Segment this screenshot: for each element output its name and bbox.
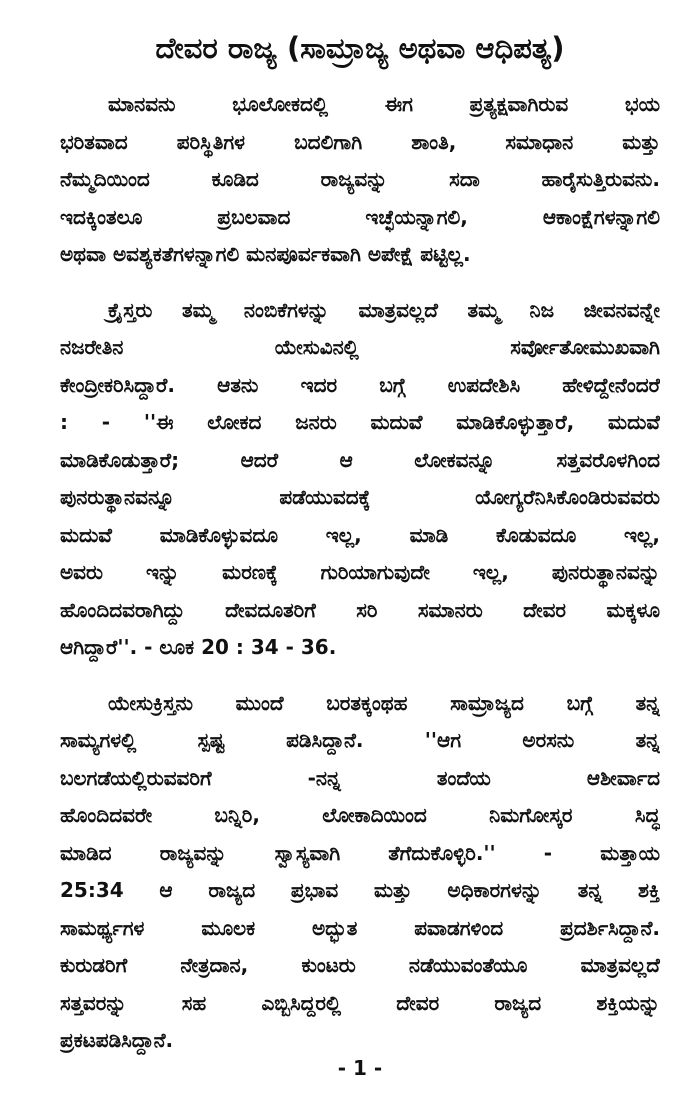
text-line: ನಜರೇತಿನ ಯೇಸುವಿನಲ್ಲಿ ಸರ್ವೋತೋಮುಖವಾಗಿ — [60, 335, 660, 359]
text-line: ಅವರು ಇನ್ನು ಮರಣಕ್ಕೆ ಗುರಿಯಾಗುವುದೇ ಇಲ್ಲ, ಪುನರುತ್ಥಾನವನ್ನು — [60, 560, 660, 584]
text-line: ಕ್ರೈಸ್ತರು ತಮ್ಮ ನಂಬಿಕೆಗಳನ್ನು ಮಾತ್ರವಲ್ಲದೆ ತಮ್ಮ ನಿಜ ಜೀವನವನ್ನೇ — [108, 297, 660, 322]
text-line: ಹೊಂದಿದವರೇ ಬನ್ನಿರಿ, ಲೋಕಾದಿಯಿಂದ ನಿಮಗೋಸ್ಕರ ಸಿದ್ಧ — [60, 803, 660, 827]
text-line: ಮದುವೆ ಮಾಡಿಕೊಳ್ಳುವದೂ ಇಲ್ಲ, ಮಾಡಿ ಕೊಡುವದೂ ಇಲ್ಲ, — [60, 522, 660, 547]
text-line: ಬಲಗಡೆಯಲ್ಲಿರುವವರಿಗೆ -ನನ್ನ ತಂದೆಯ ಆಶೀರ್ವಾದ — [60, 765, 660, 790]
text-line: : - ''ಈ ಲೋಕದ ಜನರು ಮದುವೆ ಮಾಡಿಕೊಳ್ಳುತ್ತಾರೆ, ಮದುವೆ — [60, 410, 660, 434]
page-title: ದೇವರ ರಾಜ್ಯ (ಸಾಮ್ರಾಜ್ಯ ಅಥವಾ ಆಧಿಪತ್ಯ) — [155, 31, 565, 65]
text-line: ಮಾಡಿದ ರಾಜ್ಯವನ್ನು ಸ್ವಾಸ್ಯವಾಗಿ ತೆಗೆದುಕೊಳ್ಳಿರಿ.'' - ಮತ್ತಾಯ — [60, 840, 660, 865]
text-line: ಕುರುಡರಿಗೆ ನೇತ್ರದಾನ, ಕುಂಟರು ನಡೆಯುವಂತೆಯೂ ಮಾತ್ರವಲ್ಲದೆ — [60, 953, 660, 977]
text-line: 25:34 ಆ ರಾಜ್ಯದ ಪ್ರಭಾವ ಮತ್ತು ಅಧಿಕಾರಗಳನ್ನು ತನ್ನ ಶಕ್ತಿ — [60, 878, 660, 902]
text-line: ಮಾಡಿಕೊಡುತ್ತಾರೆ; ಆದರೆ ಆ ಲೋಕವನ್ನೂ ಸತ್ತವರೊಳಗಿಂದ — [60, 447, 660, 472]
text-line: ಸಾಮರ್ಥ್ಯಗಳ ಮೂಲಕ ಅದ್ಭುತ ಪವಾಡಗಳಿಂದ ಪ್ರದರ್ಶಿಸಿದ್ದಾನೆ. — [60, 915, 660, 940]
text-line: ಪ್ರಕಟಪಡಿಸಿದ್ದಾನೆ. — [60, 1028, 174, 1052]
page-number: - 1 - — [337, 1056, 383, 1080]
text-line: ಭರಿತವಾದ ಪರಿಸ್ಥಿತಿಗಳ ಬದಲಿಗಾಗಿ ಶಾಂತಿ, ಸಮಾಧಾನ ಮತ್ತು — [60, 129, 660, 154]
text-line: ಹೊಂದಿದವರಾಗಿದ್ದು ದೇವದೂತರಿಗೆ ಸರಿ ಸಮಾನರು ದೇವರ ಮಕ್ಕಳೂ — [60, 597, 660, 622]
document-page — [60, 26, 660, 1086]
text-line: ನೆಮ್ಮದಿಯಿಂದ ಕೂಡಿದ ರಾಜ್ಯವನ್ನು ಸದಾ ಹಾರೈಸುತ್ತಿರುವನು. — [60, 167, 660, 191]
text-line: ಯೇಸುಕ್ರಿಸ್ತನು ಮುಂದೆ ಬರತಕ್ಕಂಥಹ ಸಾಮ್ರಾಜ್ಯದ ಬಗ್ಗೆ ತನ್ನ — [108, 690, 660, 715]
paragraph-3 — [60, 685, 660, 1060]
text-line: ಮಾನವನು ಭೂಲೋಕದಲ್ಲಿ ಈಗ ಪ್ರತ್ಯಕ್ಷವಾಗಿರುವ ಭಯ — [108, 92, 660, 116]
paragraph-2 — [60, 292, 660, 667]
text-line: ಅಥವಾ ಅವಶ್ಯಕತೆಗಳನ್ನಾಗಲಿ ಮನಪೂರ್ವಕವಾಗಿ ಅಪೇಕ್ಷೆ ಪಟ್ಟಿಲ್ಲ. — [60, 242, 471, 266]
text-line: ಆಗಿದ್ದಾರೆ''. - ಲೂಕ 20 : 34 - 36. — [60, 635, 337, 659]
text-line: ಸಾಮ್ಯಗಳಲ್ಲಿ ಸ್ಪಷ್ಟ ಪಡಿಸಿದ್ದಾನೆ. ''ಆಗ ಅರಸನು ತನ್ನ — [60, 728, 660, 752]
text-line: ಇದಕ್ಕಿಂತಲೂ ಪ್ರಬಲವಾದ ಇಚ್ಛೆಯನ್ನಾಗಲಿ, ಆಕಾಂಕ್ಷೆಗಳನ್ನಾಗಲಿ — [60, 204, 660, 229]
paragraph-1 — [60, 86, 660, 274]
text-line: ಪುನರುತ್ಥಾನವನ್ನೂ ಪಡೆಯುವದಕ್ಕೆ ಯೋಗ್ಯರೆನಿಸಿಕೊಂಡಿರುವವರು — [60, 485, 660, 509]
text-line: ಸತ್ತವರನ್ನು ಸಹ ಎಬ್ಬಿಸಿದ್ದರಲ್ಲಿ ದೇವರ ರಾಜ್ಯದ ಶಕ್ತಿಯನ್ನು — [60, 990, 660, 1015]
text-line: ಕೇಂದ್ರೀಕರಿಸಿದ್ದಾರೆ. ಆತನು ಇದರ ಬಗ್ಗೆ ಉಪದೇಶಿಸಿ ಹೇಳಿದ್ದೇನೆಂದರೆ — [60, 372, 660, 397]
